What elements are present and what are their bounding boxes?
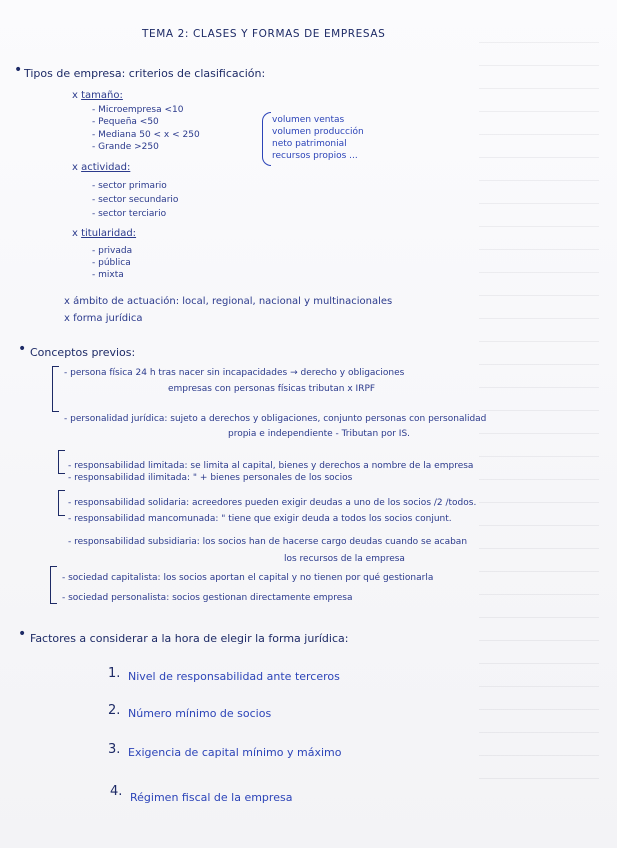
bracket xyxy=(58,450,65,474)
titularidad-item: - pública xyxy=(92,258,131,268)
bracket xyxy=(50,566,57,604)
tamano-item: - Pequeña <50 xyxy=(92,117,159,127)
concept-line: - personalidad jurídica: sujeto a derechos y obligaciones, conjunto personas con personalidad xyxy=(64,414,487,424)
bracket xyxy=(58,490,65,516)
actividad-item: - sector primario xyxy=(92,181,167,191)
left-parenthesis xyxy=(262,112,271,166)
criteria-item: neto patrimonial xyxy=(272,139,347,149)
tamano-item: - Grande >250 xyxy=(92,142,159,152)
concept-line: empresas con personas físicas tributan x IRPF xyxy=(168,384,376,394)
tamano-item: - Mediana 50 < x < 250 xyxy=(92,130,200,140)
factor-number: 1. xyxy=(108,666,121,681)
bullet-icon: • xyxy=(18,626,27,642)
section-heading-tipos: Tipos de empresa: criterios de clasificación: xyxy=(24,67,266,80)
factor-number: 2. xyxy=(108,703,121,718)
concept-line: - sociedad capitalista: los socios aportan el capital y no tienen por qué gestionarla xyxy=(62,573,434,583)
concept-line: propia e independiente - Tributan por IS. xyxy=(228,429,411,439)
factor-text: Exigencia de capital mínimo y máximo xyxy=(128,746,342,759)
actividad-label: x actividad: xyxy=(72,162,131,173)
ambito-line: x ámbito de actuación: local, regional, nacional y multinacionales xyxy=(64,296,393,307)
factor-number: 3. xyxy=(108,742,121,757)
concept-line: - persona física 24 h tras nacer sin incapacidades → derecho y obligaciones xyxy=(64,368,405,378)
actividad-item: - sector secundario xyxy=(92,195,179,205)
section-heading-factores: Factores a considerar a la hora de elegir la forma jurídica: xyxy=(30,632,349,645)
concept-line: - responsabilidad mancomunada: " tiene que exigir deuda a todos los socios conjunt. xyxy=(68,514,452,524)
concept-line: - responsabilidad limitada: se limita al capital, bienes y derechos a nombre de la empresa xyxy=(68,461,474,471)
factor-text: Nivel de responsabilidad ante terceros xyxy=(128,670,340,683)
tamano-label: x tamaño: xyxy=(72,90,123,101)
concept-line: los recursos de la empresa xyxy=(284,554,405,564)
bracket xyxy=(52,366,59,412)
criteria-item: volumen ventas xyxy=(272,115,345,125)
concept-line: - responsabilidad ilimitada: " + bienes personales de los socios xyxy=(68,473,353,483)
concept-line: - sociedad personalista: socios gestionan directamente empresa xyxy=(62,593,353,603)
concept-line: - responsabilidad solidaria: acreedores pueden exigir deudas a uno de los socios /2 /todos. xyxy=(68,498,477,508)
titularidad-item: - mixta xyxy=(92,270,124,280)
tamano-item: - Microempresa <10 xyxy=(92,105,184,115)
titularidad-item: - privada xyxy=(92,246,133,256)
factor-text: Número mínimo de socios xyxy=(128,707,272,720)
actividad-item: - sector terciario xyxy=(92,209,167,219)
bullet-icon: • xyxy=(14,62,23,78)
forma-line: x forma jurídica xyxy=(64,313,143,324)
bleed-through-text xyxy=(479,20,599,800)
concept-line: - responsabilidad subsidiaria: los socios han de hacerse cargo deudas cuando se acaban xyxy=(68,537,468,547)
criteria-item: volumen producción xyxy=(272,127,364,137)
section-heading-conceptos: Conceptos previos: xyxy=(30,346,136,359)
page-title: TEMA 2: CLASES Y FORMAS DE EMPRESAS xyxy=(142,28,386,40)
factor-text: Régimen fiscal de la empresa xyxy=(130,791,293,804)
bullet-icon: • xyxy=(18,341,27,357)
criteria-item: recursos propios ... xyxy=(272,151,358,161)
factor-number: 4. xyxy=(110,784,123,799)
titularidad-label: x titularidad: xyxy=(72,228,137,239)
